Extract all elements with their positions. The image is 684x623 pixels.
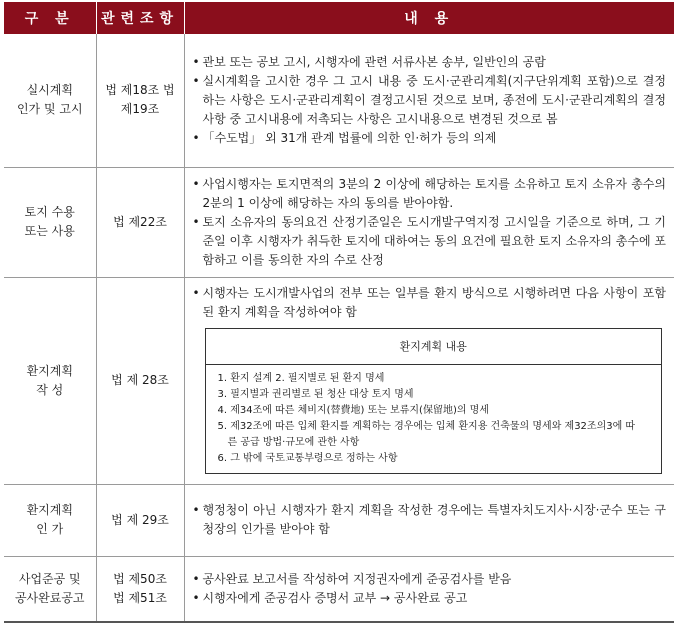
content-cell bbox=[184, 484, 674, 556]
content-cell bbox=[184, 34, 674, 167]
content-cell bbox=[184, 556, 674, 622]
bullet-item: • 「수도법」 외 31개 관계 법률에 의한 인·허가 등의 의제 bbox=[192, 130, 497, 145]
category-cell bbox=[4, 167, 96, 277]
regulation-table bbox=[4, 2, 674, 623]
category-text: 환지계획 bbox=[26, 363, 73, 378]
plan-box-title: 환지계획 내용 bbox=[206, 329, 662, 365]
bullet-item: • 실시계획을 고시한 경우 그 고시 내용 중 도시·군관리계획(지구단위계획 포함)으로 결정하는 사항은 도시·군관리계획이 결정고시된 것으로 보며, 종전에 도시·군관리계획의 결정사항 중 고시내용에 저촉되는 사항은 고시내용으로 변경된 것으로 봄 bbox=[192, 73, 666, 126]
law-cell bbox=[96, 277, 184, 484]
category-text: 사업준공 및 bbox=[18, 571, 81, 586]
bullet-item: • 시행자는 도시개발사업의 전부 또는 일부를 환지 방식으로 시행하려면 다음 사항이 포함된 환지 계획을 작성하여야 함 bbox=[192, 285, 666, 319]
header-law: 관련조항 bbox=[96, 2, 184, 34]
plan-contents-box bbox=[205, 328, 663, 474]
bullet-item: • 사업시행자는 토지면적의 3분의 2 이상에 해당하는 토지를 소유하고 토지 소유자 총수의 2분의 1 이상에 해당하는 자의 동의를 받아야함. bbox=[192, 176, 666, 210]
law-text: 법 제22조 bbox=[113, 214, 167, 229]
category-cell bbox=[4, 34, 96, 167]
category-text: 실시계획 bbox=[26, 83, 73, 98]
table-row bbox=[4, 277, 674, 484]
table-row bbox=[4, 34, 674, 167]
category-text: 토지 수용 bbox=[24, 205, 75, 219]
category-text: 인 가 bbox=[36, 522, 64, 536]
law-text: 제19조 bbox=[120, 102, 160, 117]
category-cell bbox=[4, 484, 96, 556]
category-text: 공사완료공고 bbox=[14, 590, 85, 605]
header-content: 내 용 bbox=[184, 2, 674, 34]
bullet-item: • 관보 또는 공보 고시, 시행자에 관련 서류사본 송부, 일반인의 공람 bbox=[192, 54, 546, 69]
content-cell bbox=[184, 277, 674, 484]
plan-item: 른 공급 방법·규모에 관한 사항 bbox=[227, 436, 360, 448]
bullet-item: • 토지 소유자의 동의요건 산정기준일은 도시개발구역지정 고시일을 기준으로 하며, 그 기준일 이후 시행자가 취득한 토지에 대하여는 동의 요건에 필요한 토지 소유자의 총수에 포함하고 이를 동의한 자의 수로 산정 bbox=[192, 214, 666, 267]
bullet-item: • 행정청이 아닌 시행자가 환지 계획을 작성한 경우에는 특별자치도지사·시장·군수 또는 구청장의 인가를 받아야 함 bbox=[192, 503, 666, 536]
category-cell bbox=[4, 277, 96, 484]
law-text: 법 제50조 bbox=[113, 571, 167, 586]
plan-item: 1. 환지 설계 2. 필지별로 된 환지 명세 bbox=[217, 372, 385, 384]
plan-item: 5. 제32조에 따른 입체 환지를 계획하는 경우에는 입체 환지용 건축물의 명세와 제32조의3에 따 bbox=[217, 420, 636, 432]
content-cell bbox=[184, 167, 674, 277]
law-text: 법 제51조 bbox=[113, 590, 167, 605]
table-row bbox=[4, 167, 674, 277]
law-text: 법 제 29조 bbox=[111, 512, 169, 527]
law-cell bbox=[96, 34, 184, 167]
category-text: 인가 및 고시 bbox=[16, 102, 83, 117]
plan-item: 6. 그 밖에 국토교통부령으로 정하는 사항 bbox=[217, 452, 398, 464]
bullet-item: • 시행자에게 준공검사 증명서 교부 → 공사완료 공고 bbox=[192, 590, 468, 605]
law-text: 법 제 28조 bbox=[111, 373, 169, 387]
plan-item: 3. 필지별과 권리별로 된 청산 대상 토지 명세 bbox=[217, 388, 414, 400]
law-cell bbox=[96, 556, 184, 622]
table-row bbox=[4, 556, 674, 622]
law-cell bbox=[96, 484, 184, 556]
bullet-item: • 공사완료 보고서를 작성하여 지정권자에게 준공검사를 받음 bbox=[192, 571, 512, 586]
category-cell bbox=[4, 556, 96, 622]
table-row bbox=[4, 484, 674, 556]
law-cell bbox=[96, 167, 184, 277]
category-text: 작 성 bbox=[36, 382, 64, 397]
category-text: 환지계획 bbox=[26, 503, 73, 517]
category-text: 또는 사용 bbox=[24, 224, 75, 238]
plan-item: 4. 제34조에 따른 체비지(替費地) 또는 보류지(保留地)의 명세 bbox=[217, 404, 490, 416]
header-category: 구 분 bbox=[4, 2, 96, 34]
law-text: 법 제18조 법 bbox=[105, 83, 175, 98]
header-row bbox=[4, 2, 674, 34]
plan-items bbox=[206, 365, 662, 473]
